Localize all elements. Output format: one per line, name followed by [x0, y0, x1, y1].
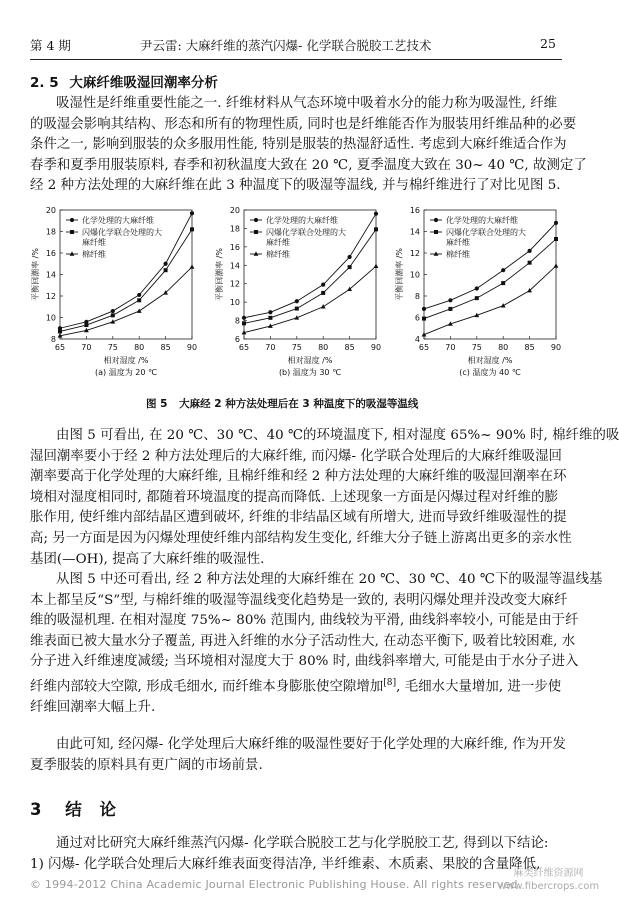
data-point	[554, 237, 558, 241]
data-point	[448, 298, 452, 302]
x-tick-label: 75	[291, 343, 302, 352]
data-point	[501, 303, 506, 307]
data-point	[190, 211, 194, 215]
x-tick-label: 75	[107, 343, 118, 352]
chart-caption: (b) 温度为 30 ℃	[278, 368, 342, 377]
section-number: 3	[30, 800, 42, 819]
header-rule	[30, 59, 562, 60]
paragraph-4	[30, 735, 566, 776]
watermark	[498, 867, 599, 893]
x-axis-label: 相对湿度 /%	[103, 356, 149, 365]
y-axis-label: 平衡回潮率 /%	[31, 248, 40, 301]
x-tick-label: 85	[160, 343, 171, 352]
data-point	[268, 316, 272, 320]
legend-label-part: 麻纤维	[266, 238, 290, 247]
text-line: 春季和夏季用服装原料, 春季和初秋温度大致在 20 ℃, 夏季温度大致在 30~ 40 ℃, 故测定了	[30, 157, 587, 173]
text-line: 经 2 种方法处理的大麻纤维在此 3 种温度下的吸湿等温线, 并与棉纤维进行了对比见图 5.	[30, 178, 561, 194]
x-tick-label: 80	[498, 343, 509, 352]
y-tick-label: 16	[45, 249, 56, 258]
legend-label: 棉纤维	[266, 250, 290, 259]
text-line	[30, 673, 560, 698]
y-axis-label: 平衡回潮率 /%	[215, 248, 224, 301]
data-point	[111, 309, 115, 313]
data-point	[554, 221, 558, 225]
section-number: 2. 5	[30, 75, 59, 91]
series-line	[424, 266, 556, 335]
x-tick-label: 65	[418, 343, 430, 352]
data-point	[295, 299, 299, 303]
legend-label-part: 闪爆化学联合处理的大	[446, 228, 526, 237]
text-line: 胀作用, 使纤维内部结晶区遭到破坏, 纤维的非结晶区域有所增大, 进而导致纤维吸湿性的提	[30, 510, 567, 526]
y-tick-label: 14	[409, 227, 420, 237]
paragraph-3	[30, 570, 603, 719]
y-tick-label: 12	[229, 279, 240, 289]
figure-caption	[146, 396, 418, 411]
text-line: 吸湿性是纤维重要性能之一. 纤维材料从气态环境中吸着水分的能力称为吸湿性, 纤维	[56, 96, 558, 111]
text-line: 夏季服装的原料具有更广阔的市场前景.	[30, 757, 263, 773]
legend-label-part: 麻纤维	[446, 238, 470, 247]
x-tick-label: 65	[54, 343, 66, 352]
data-point	[422, 317, 426, 321]
data-point	[84, 323, 88, 327]
y-tick-label: 12	[409, 249, 420, 258]
y-tick-label: 6	[234, 335, 240, 344]
data-point	[448, 307, 452, 311]
section-title: 结 论	[65, 800, 122, 819]
data-point	[348, 255, 352, 259]
data-point	[295, 307, 299, 311]
data-point	[254, 230, 258, 234]
y-tick-label: 18	[45, 227, 56, 237]
series-line	[244, 266, 376, 332]
chart-c	[394, 198, 574, 376]
legend-label-part: 闪爆化学联合处理的大	[266, 228, 346, 237]
data-point	[321, 304, 326, 308]
copyright-footer: © 1994-2012 China Academic Journal Electronic Publishing House. All rights reserved.	[30, 878, 522, 891]
y-tick-label: 10	[409, 270, 420, 280]
text-line: 维表面已被大量水分子覆盖, 再进入纤维的水分子活动性大, 在动态平衡下, 吸着比较困难, 水	[30, 633, 576, 649]
legend-label: 化学处理的大麻纤维	[446, 216, 518, 225]
y-tick-label: 20	[45, 206, 56, 215]
chart-a	[30, 198, 210, 376]
data-point	[164, 268, 168, 272]
data-point	[137, 298, 141, 302]
data-point	[242, 321, 246, 325]
series-line	[60, 267, 192, 336]
paragraph-5	[30, 834, 560, 875]
text-line: 从图 5 中还可看出, 经 2 种方法处理的大麻纤维在 20 ℃、30 ℃、40 ℃下的吸湿等温线基	[56, 572, 603, 587]
chart-svg	[30, 198, 210, 376]
legend-label: 棉纤维	[446, 250, 470, 259]
chart-svg	[394, 198, 574, 376]
series-line	[244, 229, 376, 323]
y-tick-label: 14	[45, 270, 56, 280]
text-line: 湿回潮率要小于经 2 种方法处理后的大麻纤维, 而闪爆- 化学联合处理后的大麻纤维吸湿回	[30, 448, 562, 464]
data-point	[528, 261, 532, 265]
section-heading-2-5	[30, 71, 218, 91]
legend-label	[82, 227, 162, 247]
text-line: 高; 另一方面是因为闪爆处理使纤维内部结构发生变化, 纤维大分子链上游离出更多的亲水性	[30, 530, 572, 546]
x-tick-label: 80	[318, 343, 329, 352]
x-tick-label: 85	[524, 343, 535, 352]
data-point	[321, 283, 325, 287]
data-point	[422, 307, 426, 311]
y-tick-label: 12	[45, 292, 56, 301]
paragraph-2	[30, 426, 619, 570]
data-point	[528, 249, 532, 253]
y-axis-label: 平衡回潮率 /%	[395, 248, 404, 301]
data-point	[374, 264, 379, 268]
legend-label-part: 麻纤维	[82, 238, 106, 247]
data-point	[321, 291, 325, 295]
legend-label-part: 闪爆化学联合处理的大	[82, 228, 162, 237]
x-tick-label: 80	[134, 343, 145, 352]
data-point	[137, 308, 142, 312]
x-tick-label: 70	[445, 343, 456, 352]
legend-label	[446, 227, 526, 247]
data-point	[254, 218, 258, 222]
x-axis-label: 相对湿度 /%	[287, 356, 333, 365]
data-point	[242, 316, 246, 320]
text-line: 分子进入纤维速度减缓; 当环境相对湿度大于 80% 时, 曲线斜率增大, 可能是由于水分子进入	[30, 654, 579, 670]
data-point	[190, 227, 194, 231]
header-issue: 第 4 期	[30, 38, 71, 53]
text-line: 纤维回潮率大幅上升.	[30, 700, 156, 716]
data-point	[70, 230, 74, 234]
legend-label	[266, 227, 346, 247]
data-point	[434, 230, 438, 234]
data-point	[164, 262, 168, 266]
chart-svg	[214, 198, 394, 376]
text-line: 潮率要高于化学处理的大麻纤维, 且棉纤维和经 2 种方法处理的大麻纤维的吸湿回潮率在环	[30, 469, 567, 485]
y-tick-label: 6	[414, 313, 420, 323]
text-line: 基团(—OH), 提高了大麻纤维的吸湿性.	[30, 551, 265, 567]
figure-caption-text: 大麻经 2 种方法处理后在 3 种温度下的吸湿等温线	[179, 398, 419, 410]
data-point	[374, 227, 378, 231]
data-point	[58, 329, 62, 333]
legend-label: 化学处理的大麻纤维	[266, 216, 338, 225]
citation-ref: [8]	[383, 677, 397, 688]
data-point	[268, 310, 272, 314]
data-point	[348, 265, 352, 269]
x-tick-label: 90	[186, 343, 198, 352]
data-point	[190, 264, 195, 268]
text-line: 本上都呈反“S”型, 与棉纤维的吸湿等温线变化趋势是一致的, 表明闪爆处理并没改变大麻纤	[30, 592, 568, 608]
text-line: 的吸湿会影响其结构、形态和所有的物理性质, 同时也是纤维能否作为服装用纤维品种的必要	[30, 116, 577, 132]
x-tick-label: 65	[238, 343, 250, 352]
text-line: 境相对湿度相同时, 都随着环境温度的提高而降低. 上述现象一方面是闪爆过程对纤维的膨	[30, 489, 558, 505]
data-point	[137, 293, 141, 297]
data-point	[475, 286, 479, 290]
watermark-line-2: www.fibercrops.com	[498, 881, 600, 892]
y-tick-label: 4	[414, 335, 420, 344]
text-line: 由图 5 可看出, 在 20 ℃、30 ℃、40 ℃的环境温度下, 相对湿度 65%~ 90% 时, 棉纤维的吸	[56, 428, 619, 443]
text-segment: 纤维内部较大空隙, 形成毛细水, 而纤维本身膨胀使空隙增加	[30, 679, 384, 695]
y-tick-label: 14	[229, 261, 240, 271]
y-tick-label: 10	[45, 313, 56, 323]
text-line: 通过对比研究大麻纤维蒸汽闪爆- 化学联合脱胶工艺与化学脱胶工艺, 得到以下结论:	[56, 836, 549, 851]
text-line: 1) 闪爆- 化学联合处理后大麻纤维表面变得洁净, 半纤维素、木质素、果胶的含量降低,	[30, 856, 541, 872]
chart-caption: (a) 温度为 20 ℃	[95, 368, 157, 377]
y-tick-label: 8	[234, 316, 240, 326]
y-tick-label: 16	[229, 242, 240, 252]
chart-b	[214, 198, 394, 376]
y-tick-label: 20	[229, 206, 240, 215]
figure-label: 图 5	[146, 398, 168, 410]
x-tick-label: 90	[370, 343, 382, 352]
text-segment: , 毛细水大量增加, 进一步使	[396, 679, 562, 695]
x-tick-label: 70	[81, 343, 92, 352]
header-page-number: 25	[540, 36, 556, 51]
data-point	[374, 212, 378, 216]
section-heading-3	[30, 796, 122, 820]
y-tick-label: 18	[229, 224, 240, 234]
x-tick-label: 90	[550, 343, 562, 352]
data-point	[70, 218, 74, 222]
y-tick-label: 16	[409, 206, 420, 215]
data-point	[475, 296, 479, 300]
watermark-line-1: 麻类纤维资源网	[513, 868, 584, 879]
data-point	[501, 268, 505, 272]
y-tick-label: 10	[229, 298, 240, 308]
x-axis-label: 相对湿度 /%	[467, 356, 513, 365]
x-tick-label: 85	[344, 343, 355, 352]
section-title: 大麻纤维吸湿回潮率分析	[69, 75, 218, 91]
paragraph-1	[30, 94, 587, 197]
legend-label: 棉纤维	[82, 250, 106, 259]
x-tick-label: 70	[265, 343, 276, 352]
x-tick-label: 75	[471, 343, 482, 352]
text-line: 条件之一, 影响到服装的众多服用性能, 特别是服装的热湿舒适性. 考虑到大麻纤维适合作为	[30, 137, 567, 153]
chart-caption: (c) 温度为 40 ℃	[459, 368, 521, 377]
y-tick-label: 8	[50, 335, 56, 344]
header-title: 尹云雷: 大麻纤维的蒸汽闪爆- 化学联合脱胶工艺技术	[140, 38, 432, 53]
text-line: 维的吸湿机理. 在相对湿度 75%~ 80% 范围内, 曲线较为平滑, 曲线斜率较小, 可能是由于纤	[30, 613, 579, 629]
text-line: 由此可知, 经闪爆- 化学处理后大麻纤维的吸湿性要好于化学处理的大麻纤维, 作为开发	[56, 737, 566, 752]
y-tick-label: 8	[414, 292, 420, 301]
data-point	[111, 313, 115, 317]
data-point	[554, 263, 559, 267]
data-point	[501, 281, 505, 285]
legend-label: 化学处理的大麻纤维	[82, 216, 154, 225]
data-point	[434, 218, 438, 222]
